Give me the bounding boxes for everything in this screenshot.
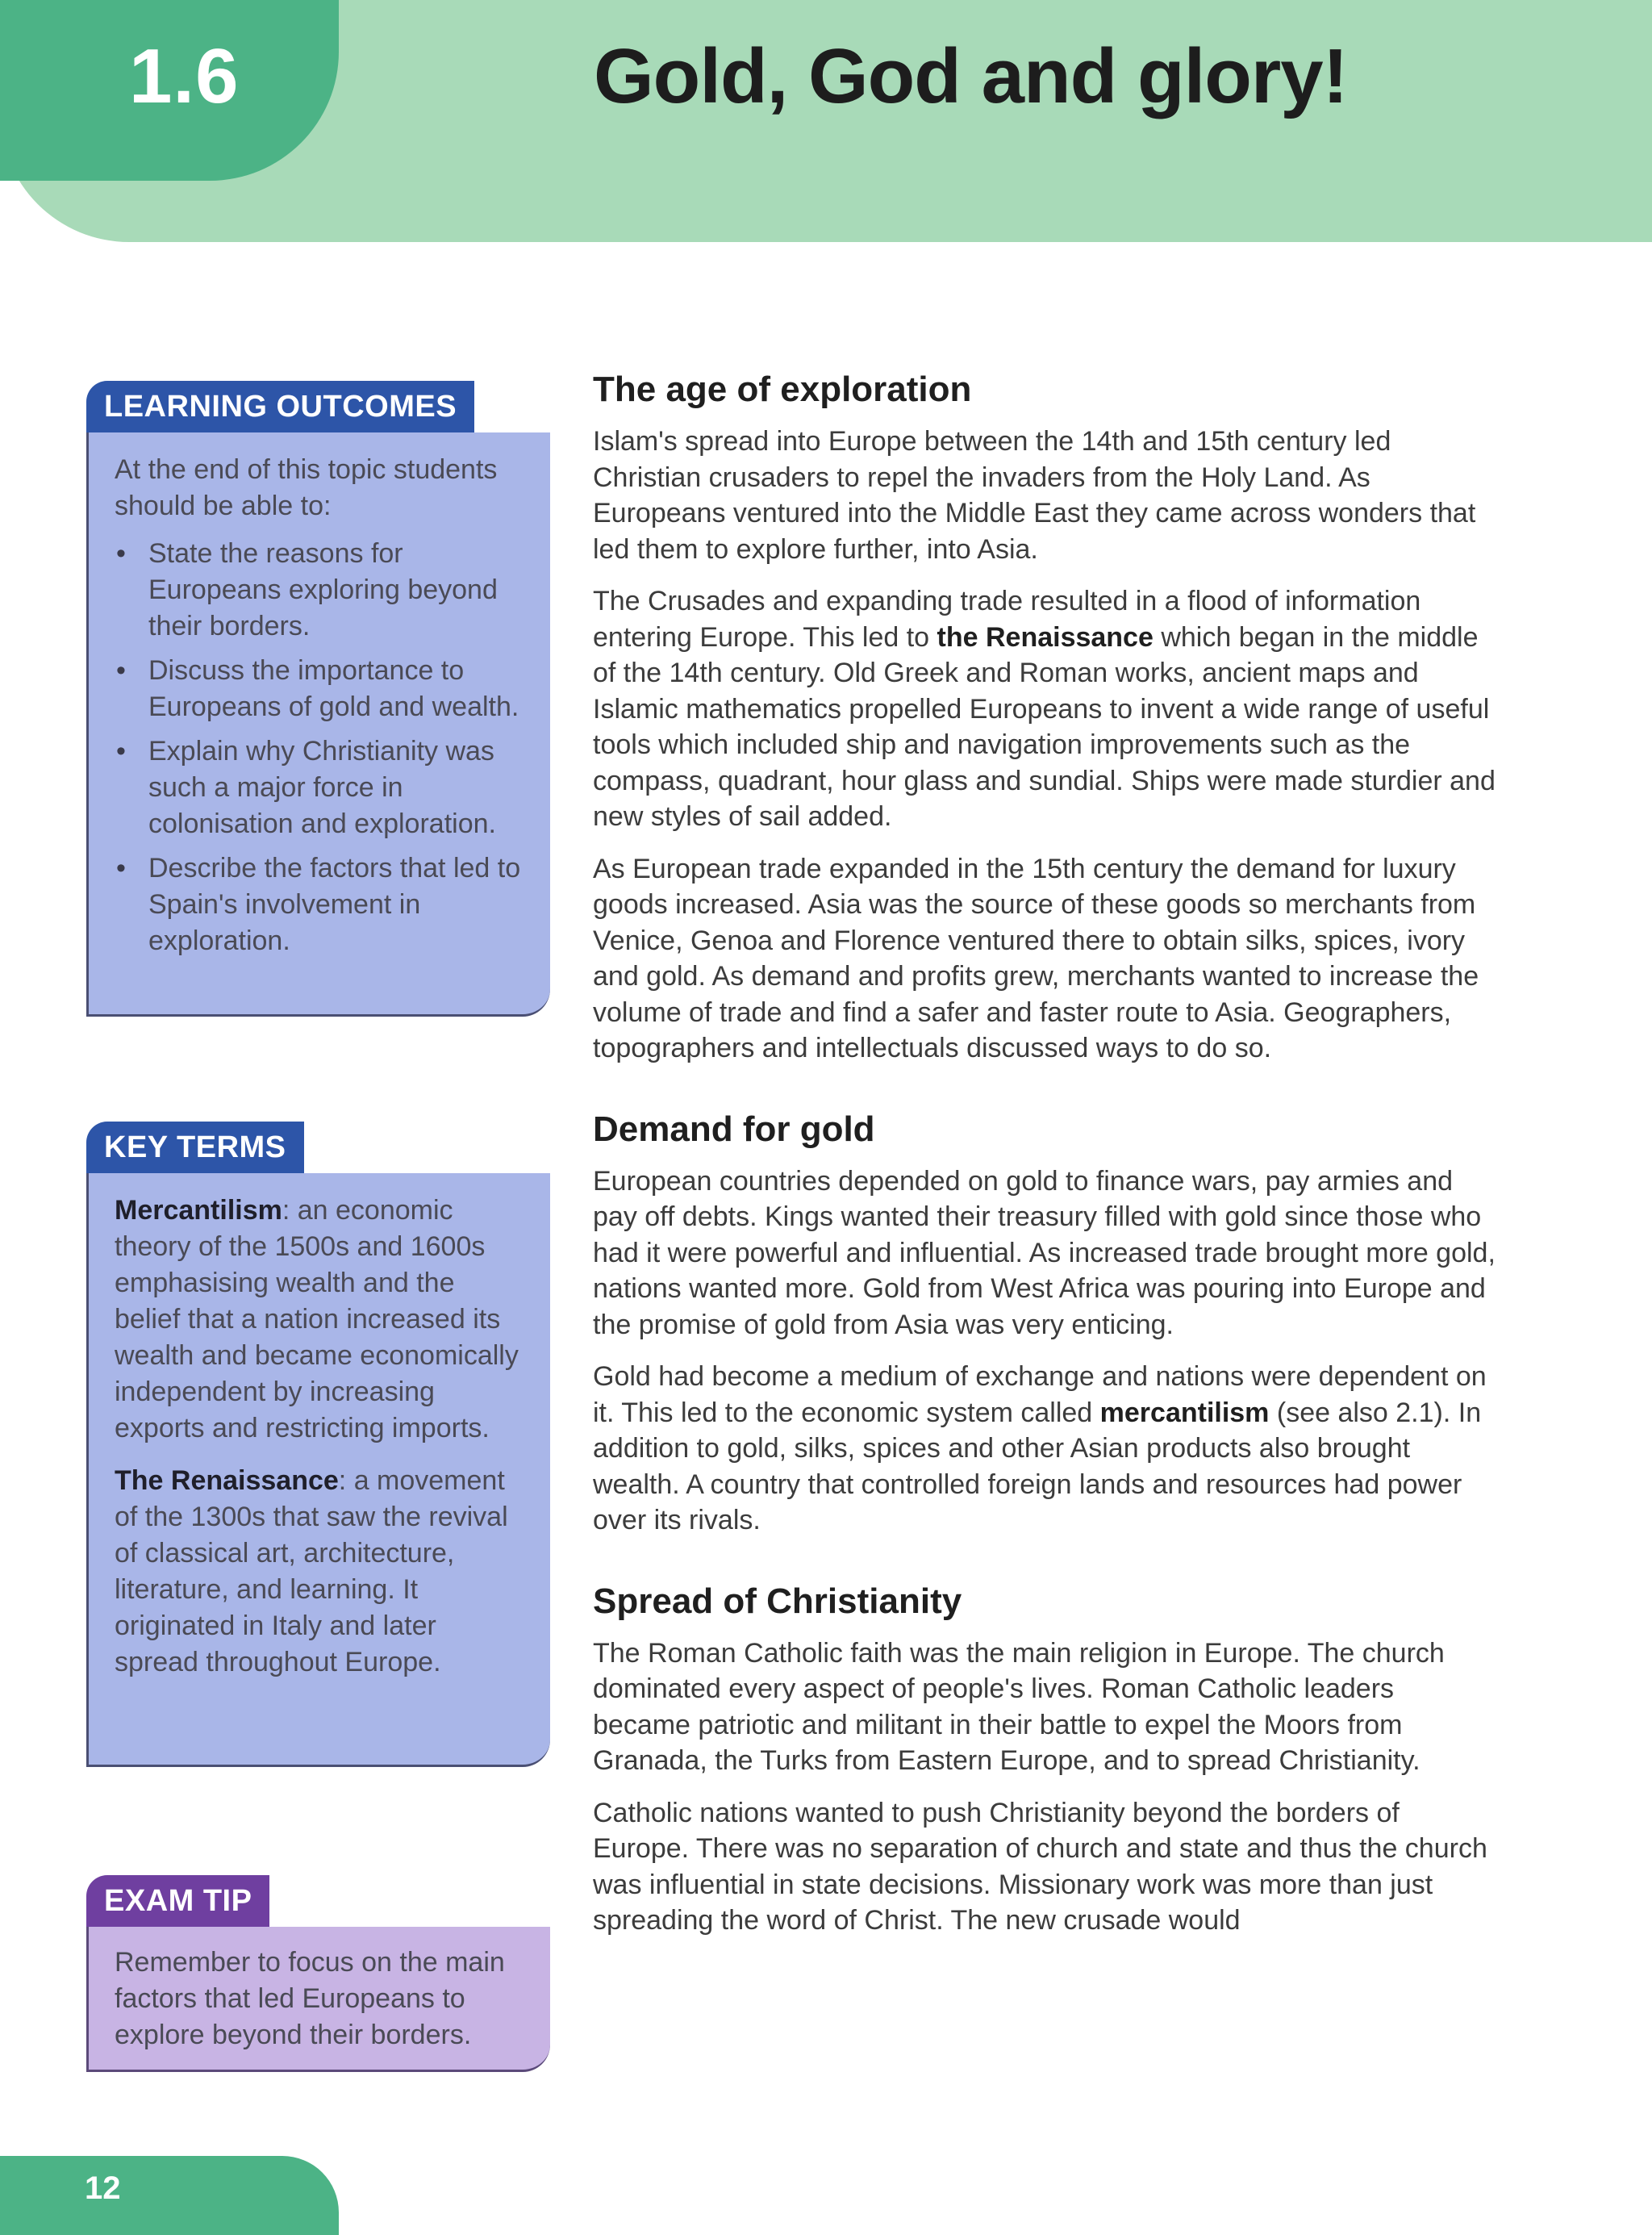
text-run: The Crusades and expanding trade resulted in a flood of information entering Europe. This led to	[593, 586, 1421, 653]
section-spread-of-christianity	[593, 1579, 1496, 1939]
exam-tip-text: Remember to focus on the main factors that led Europeans to explore beyond their borders.	[115, 1947, 505, 2050]
paragraph	[593, 583, 1496, 835]
list-item: • Discuss the importance to Europeans of gold and wealth.	[115, 653, 528, 725]
key-term-highlight: the Renaissance	[937, 621, 1153, 653]
key-term-name: Mercantilism	[115, 1195, 282, 1226]
list-item: • Explain why Christianity was such a major force in colonisation and exploration.	[115, 733, 528, 842]
key-terms-label: KEY TERMS	[86, 1122, 304, 1173]
key-term-entry	[115, 1193, 528, 1447]
section-heading: The age of exploration	[593, 370, 972, 409]
key-terms-box	[86, 1173, 550, 1767]
paragraph	[593, 1359, 1496, 1539]
key-term-highlight: mercantilism	[1099, 1397, 1270, 1428]
paragraph: The Roman Catholic faith was the main religion in Europe. The church dominated every aspect of people's lives. Roman Catholic leaders became patriotic and militant in their battle to expel the Moors from Granada, the Turks from Eastern Europe, and to spread Christianity.	[593, 1637, 1445, 1776]
learning-outcomes-list	[115, 536, 528, 959]
key-term-name: The Renaissance	[115, 1465, 339, 1496]
learning-outcomes-intro: At the end of this topic students should be able to:	[115, 454, 498, 521]
main-content	[593, 367, 1496, 1955]
key-term-entry	[115, 1463, 528, 1681]
list-item: • Describe the factors that led to Spain's involvement in exploration.	[115, 850, 528, 959]
section-heading: Demand for gold	[593, 1109, 875, 1149]
page-title: Gold, God and glory!	[594, 33, 1348, 119]
key-term-definition: : an economic theory of the 1500s and 1600s emphasising wealth and the belief that a nation increased its wealth and became economically independent by increasing exports and restricting imports.	[115, 1195, 519, 1443]
key-term-definition: : a movement of the 1300s that saw the revival of classical art, architecture, literature, and learning. It originated in Italy and later spread throughout Europe.	[115, 1465, 508, 1677]
section-age-of-exploration	[593, 367, 1496, 1067]
paragraph: Catholic nations wanted to push Christianity beyond the borders of Europe. There was no separation of church and state and thus the church was influential in state decisions. Missionary work was more than just spreading the word of Christ. The new crusade would	[593, 1797, 1487, 1936]
paragraph: As European trade expanded in the 15th century the demand for luxury goods increased. Asia was the source of these goods so merchants from Venice, Genoa and Florence ventured there to obtain silks, spices, ivory and gold. As demand and profits grew, merchants wanted to increase the volume of trade and find a safer and faster route to Asia. Geographers, topographers and intellectuals discussed ways to do so.	[593, 853, 1479, 1063]
paragraph: Islam's spread into Europe between the 14th and 15th century led Christian crusaders to repel the invaders from the Holy Land. As Europeans ventured into the Middle East they came across wonders that led them to explore further, into Asia.	[593, 426, 1476, 565]
text-run: (see also 2.1). In addition to gold, silks, spices and other Asian products also brought wealth. A country that controlled foreign lands and resources had power over its rivals.	[593, 1397, 1482, 1535]
learning-outcomes-label: LEARNING OUTCOMES	[86, 381, 474, 432]
section-number: 1.6	[129, 33, 240, 119]
list-item: • State the reasons for Europeans exploring beyond their borders.	[115, 536, 528, 645]
learning-outcomes-box	[86, 432, 550, 1017]
section-demand-for-gold	[593, 1107, 1496, 1539]
page-number: 12	[85, 2170, 121, 2206]
paragraph: European countries depended on gold to finance wars, pay armies and pay off debts. Kings wanted their treasury filled with gold since those who had it were powerful and influential. As increased trade brought more gold, nations wanted more. Gold from West Africa was pouring into Europe and the promise of gold from Asia was very enticing.	[593, 1165, 1496, 1340]
exam-tip-box	[86, 1927, 550, 2072]
section-heading: Spread of Christianity	[593, 1581, 962, 1621]
footer-tab	[0, 2156, 339, 2235]
text-run: which began in the middle of the 14th century. Old Greek and Roman works, ancient maps and Islamic mathematics propelled Europeans to invent a wide range of useful tools which included ship and navigation improvements such as the compass, quadrant, hour glass and sundial. Ships were made sturdier and new styles of sail added.	[593, 621, 1496, 832]
text-run: Gold had become a medium of exchange and nations were dependent on it. This led to the economic system called	[593, 1361, 1487, 1428]
exam-tip-label: EXAM TIP	[86, 1875, 269, 1927]
